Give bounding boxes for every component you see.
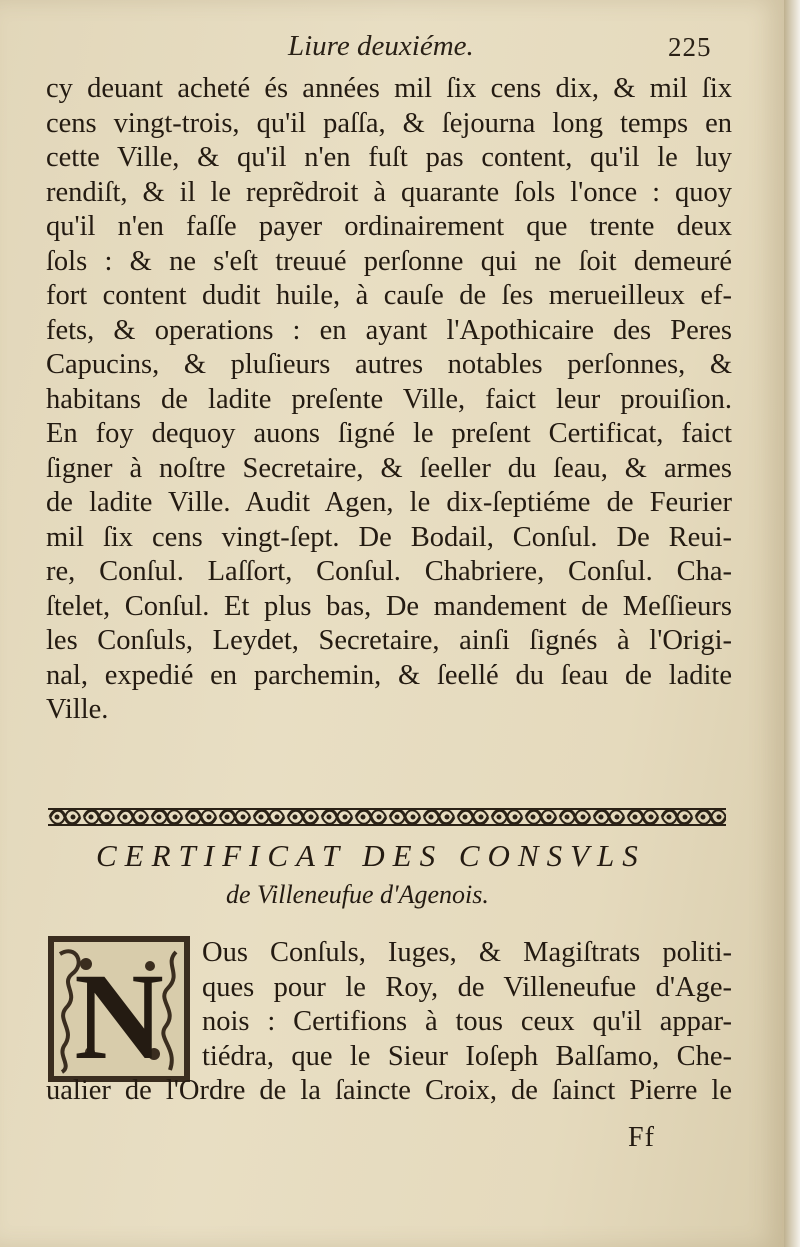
text-line: cette Ville, & qu'il n'en fuſt pas content, qu'il le luy: [46, 142, 732, 173]
text-line: habitans de ladite preſente Ville, faict leur prouiſion.: [46, 383, 732, 415]
text-line: tiédra, que le Sieur Ioſeph Balſamo, Che-: [202, 1040, 732, 1072]
page-edge: [784, 0, 800, 1247]
text-line: ſtelet, Conſul. Et plus bas, De mandement de Meſſieurs: [46, 590, 732, 622]
text-line: Ous Conſuls, Iuges, & Magiſtrats politi-: [202, 937, 732, 968]
text-line: rendiſt, & il le reprẽdroit à quarante ſols l'once : quoy: [46, 176, 732, 208]
text-line: de ladite Ville. Audit Agen, le dix-ſeptiéme de Feurier: [46, 487, 732, 518]
text-line: cy deuant acheté és années mil ſix cens dix, & mil ſix: [46, 73, 732, 104]
ornament-band: [48, 806, 726, 828]
text-line: nois : Certifions à tous ceux qu'il appar-: [202, 1006, 732, 1037]
running-title: Liure deuxiéme.: [288, 30, 474, 62]
text-line: nal, expedié en parchemin, & ſeellé du ſeau de ladite: [46, 659, 732, 691]
text-line: fort content dudit huile, à cauſe de ſes merueilleux ef-: [46, 280, 732, 311]
text-line: mil ſix cens vingt-ſept. De Bodail, Conſul. De Reui-: [46, 521, 732, 553]
page-number: 225: [668, 32, 712, 62]
section-subheading: de Villeneufue d'Agenois.: [226, 880, 489, 909]
text-line: re, Conſul. Laſſort, Conſul. Chabriere, Conſul. Cha-: [46, 556, 732, 587]
text-line: ſigner à noſtre Secretaire, & ſeeller du ſeau, & armes: [46, 452, 732, 484]
signature-mark: Ff: [628, 1122, 655, 1153]
text-line: Capucins, & pluſieurs autres notables perſonnes, &: [46, 349, 732, 380]
text-line: les Conſuls, Leydet, Secretaire, ainſi ſignés à l'Origi-: [46, 625, 732, 656]
text-line: qu'il n'en faſſe payer ordinairement que trente deux: [46, 211, 732, 242]
text-line: ualier de l'Ordre de la ſaincte Croix, de ſainct Pierre le: [46, 1075, 732, 1106]
running-head: [0, 28, 784, 68]
text-line: ques pour le Roy, de Villeneufue d'Age-: [202, 971, 732, 1003]
text-line: ſols : & ne s'eſt treuué perſonne qui ne ſoit demeuré: [46, 245, 732, 277]
body-text: [46, 72, 732, 728]
initial-letter: N: [74, 948, 164, 1084]
text-line: Ville.: [46, 694, 109, 725]
text-line: cens vingt-trois, qu'il paſſa, & ſejourna long temps en: [46, 107, 732, 139]
text-line: En foy dequoy auons ſigné le preſent Certificat, faict: [46, 418, 732, 449]
section-heading: CERTIFICAT DES CONSVLS: [96, 838, 646, 873]
certificate-text: [46, 936, 732, 1109]
text-line: fets, & operations : en ayant l'Apothicaire des Peres: [46, 314, 732, 346]
